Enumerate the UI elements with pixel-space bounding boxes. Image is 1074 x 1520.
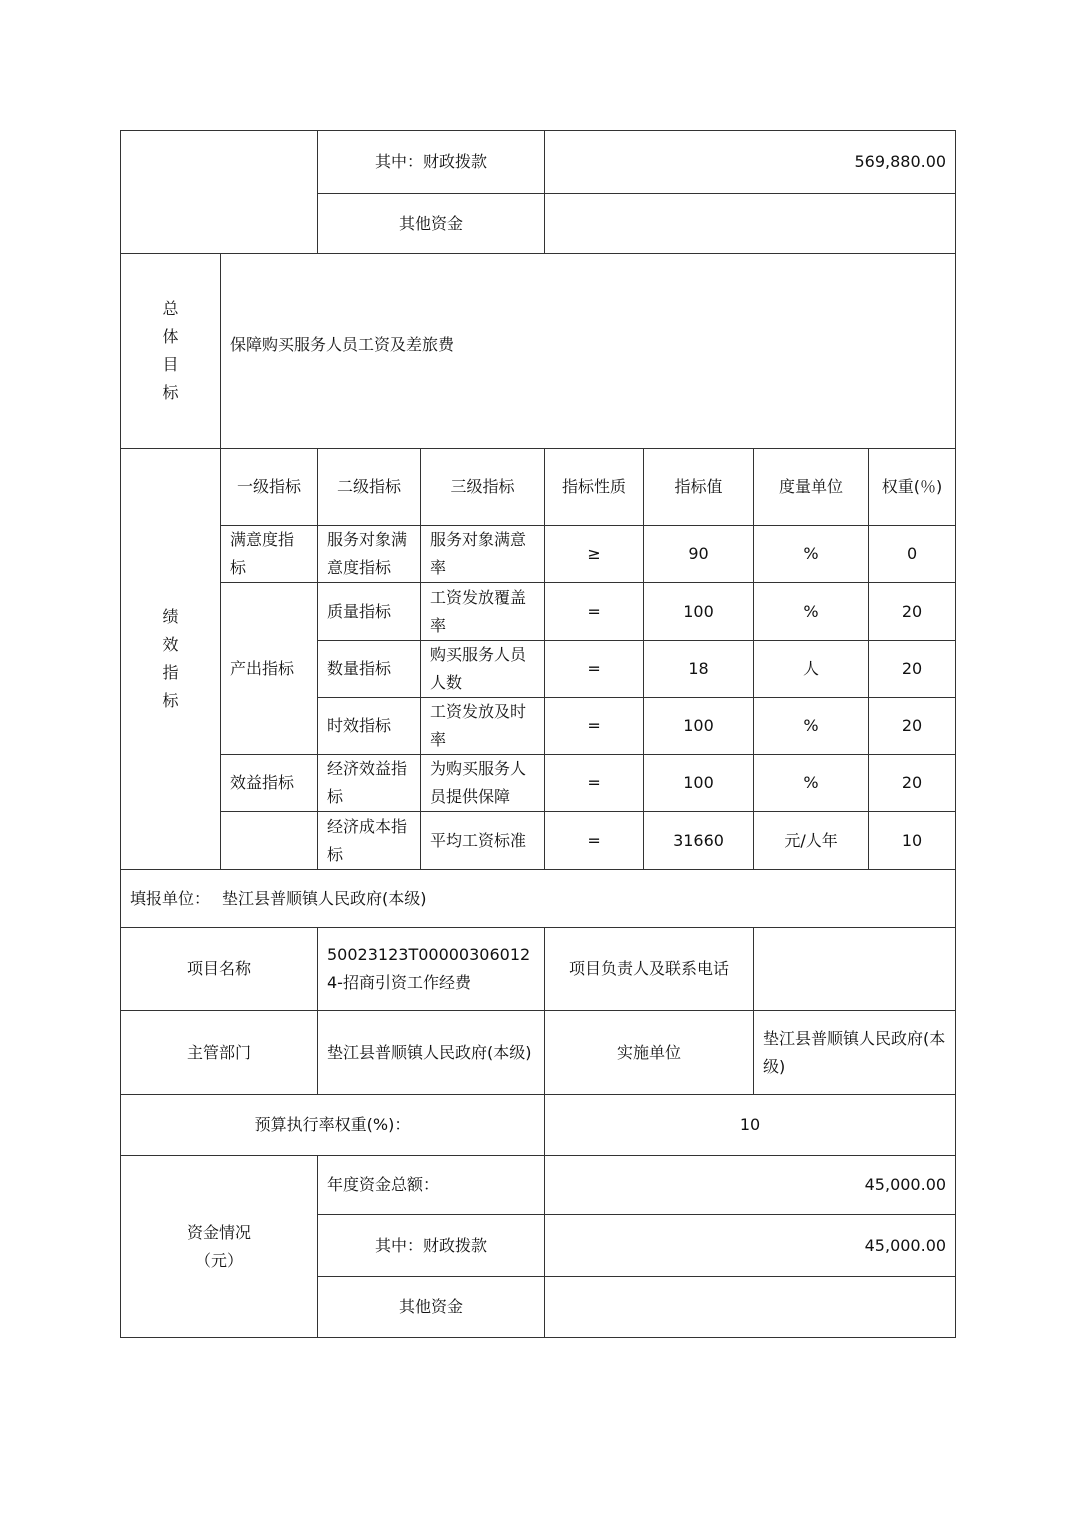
unit-cell: 元/人年 (754, 812, 869, 870)
unit-cell: 人 (754, 641, 869, 698)
level3-cell: 为购买服务人员提供保障 (421, 755, 545, 812)
other-funds-value (545, 1277, 956, 1338)
nature-cell: = (545, 641, 644, 698)
reporter-label: 填报单位： (130, 888, 211, 908)
level2-cell: 经济效益指标 (318, 755, 421, 812)
value-cell: 18 (644, 641, 754, 698)
header-level1: 一级指标 (221, 449, 318, 526)
contact-label: 项目负责人及联系电话 (545, 928, 754, 1011)
performance-table (120, 130, 956, 1338)
header-level3: 三级指标 (421, 449, 545, 526)
funds-label: 资金情况 （元） (121, 1156, 318, 1338)
level2-cell: 质量指标 (318, 583, 421, 641)
fiscal-value: 45,000.00 (545, 1215, 956, 1277)
value-cell: 100 (644, 583, 754, 641)
reporter-value: 垫江县普顺镇人民政府(本级) (222, 888, 427, 908)
budget-weight-label: 预算执行率权重(%)： (121, 1095, 545, 1156)
indicator-row (121, 755, 956, 812)
header-level2: 二级指标 (318, 449, 421, 526)
weight-cell: 20 (869, 755, 956, 812)
header-nature: 指标性质 (545, 449, 644, 526)
other-funds-value (545, 194, 956, 254)
project-name-label: 项目名称 (121, 928, 318, 1011)
weight-cell: 20 (869, 698, 956, 755)
project-name-row (121, 928, 956, 1011)
nature-cell: = (545, 698, 644, 755)
perf-label: 绩 效 指 标 (121, 449, 221, 870)
reporter-cell (121, 870, 956, 928)
level2-cell: 经济成本指标 (318, 812, 421, 870)
level3-cell: 工资发放覆盖率 (421, 583, 545, 641)
indicator-row (121, 583, 956, 641)
goal-label: 总 体 目 标 (121, 254, 221, 449)
dept-label: 主管部门 (121, 1011, 318, 1095)
indicator-row (121, 812, 956, 870)
weight-cell: 20 (869, 583, 956, 641)
fiscal-label: 其中：财政拨款 (318, 131, 545, 194)
level1-cell: 效益指标 (221, 755, 318, 812)
unit-cell: % (754, 698, 869, 755)
nature-cell: ≥ (545, 526, 644, 583)
nature-cell: = (545, 755, 644, 812)
goal-text: 保障购买服务人员工资及差旅费 (221, 254, 956, 449)
level1-cell (221, 812, 318, 870)
impl-value: 垫江县普顺镇人民政府(本级) (754, 1011, 956, 1095)
fiscal-label: 其中：财政拨款 (318, 1215, 545, 1277)
contact-value (754, 928, 956, 1011)
nature-cell: = (545, 583, 644, 641)
indicator-row (121, 526, 956, 583)
impl-label: 实施单位 (545, 1011, 754, 1095)
other-funds-label: 其他资金 (318, 194, 545, 254)
annual-funds-row (121, 1156, 956, 1215)
level3-cell: 工资发放及时率 (421, 698, 545, 755)
value-cell: 31660 (644, 812, 754, 870)
annual-label: 年度资金总额： (318, 1156, 545, 1215)
level2-cell: 服务对象满意度指标 (318, 526, 421, 583)
level3-cell: 服务对象满意率 (421, 526, 545, 583)
budget-weight-value: 10 (545, 1095, 956, 1156)
budget-weight-row (121, 1095, 956, 1156)
annual-value: 45,000.00 (545, 1156, 956, 1215)
reporter-row (121, 870, 956, 928)
project-name-value: 50023123T000003060124-招商引资工作经费 (318, 928, 545, 1011)
level1-cell: 满意度指标 (221, 526, 318, 583)
header-weight: 权重(％) (869, 449, 956, 526)
other-funds-label: 其他资金 (318, 1277, 545, 1338)
department-row (121, 1011, 956, 1095)
fiscal-row (121, 131, 956, 194)
fiscal-value: 569,880.00 (545, 131, 956, 194)
level1-cell: 产出指标 (221, 583, 318, 755)
level3-cell: 购买服务人员人数 (421, 641, 545, 698)
goal-row (121, 254, 956, 449)
unit-cell: % (754, 526, 869, 583)
funds-label-cell-empty (121, 131, 318, 254)
unit-cell: % (754, 755, 869, 812)
dept-value: 垫江县普顺镇人民政府(本级) (318, 1011, 545, 1095)
header-value: 指标值 (644, 449, 754, 526)
value-cell: 100 (644, 755, 754, 812)
nature-cell: = (545, 812, 644, 870)
level2-cell: 时效指标 (318, 698, 421, 755)
value-cell: 90 (644, 526, 754, 583)
indicator-header-row (121, 449, 956, 526)
weight-cell: 0 (869, 526, 956, 583)
weight-cell: 20 (869, 641, 956, 698)
level3-cell: 平均工资标准 (421, 812, 545, 870)
unit-cell: % (754, 583, 869, 641)
header-unit: 度量单位 (754, 449, 869, 526)
level2-cell: 数量指标 (318, 641, 421, 698)
weight-cell: 10 (869, 812, 956, 870)
value-cell: 100 (644, 698, 754, 755)
